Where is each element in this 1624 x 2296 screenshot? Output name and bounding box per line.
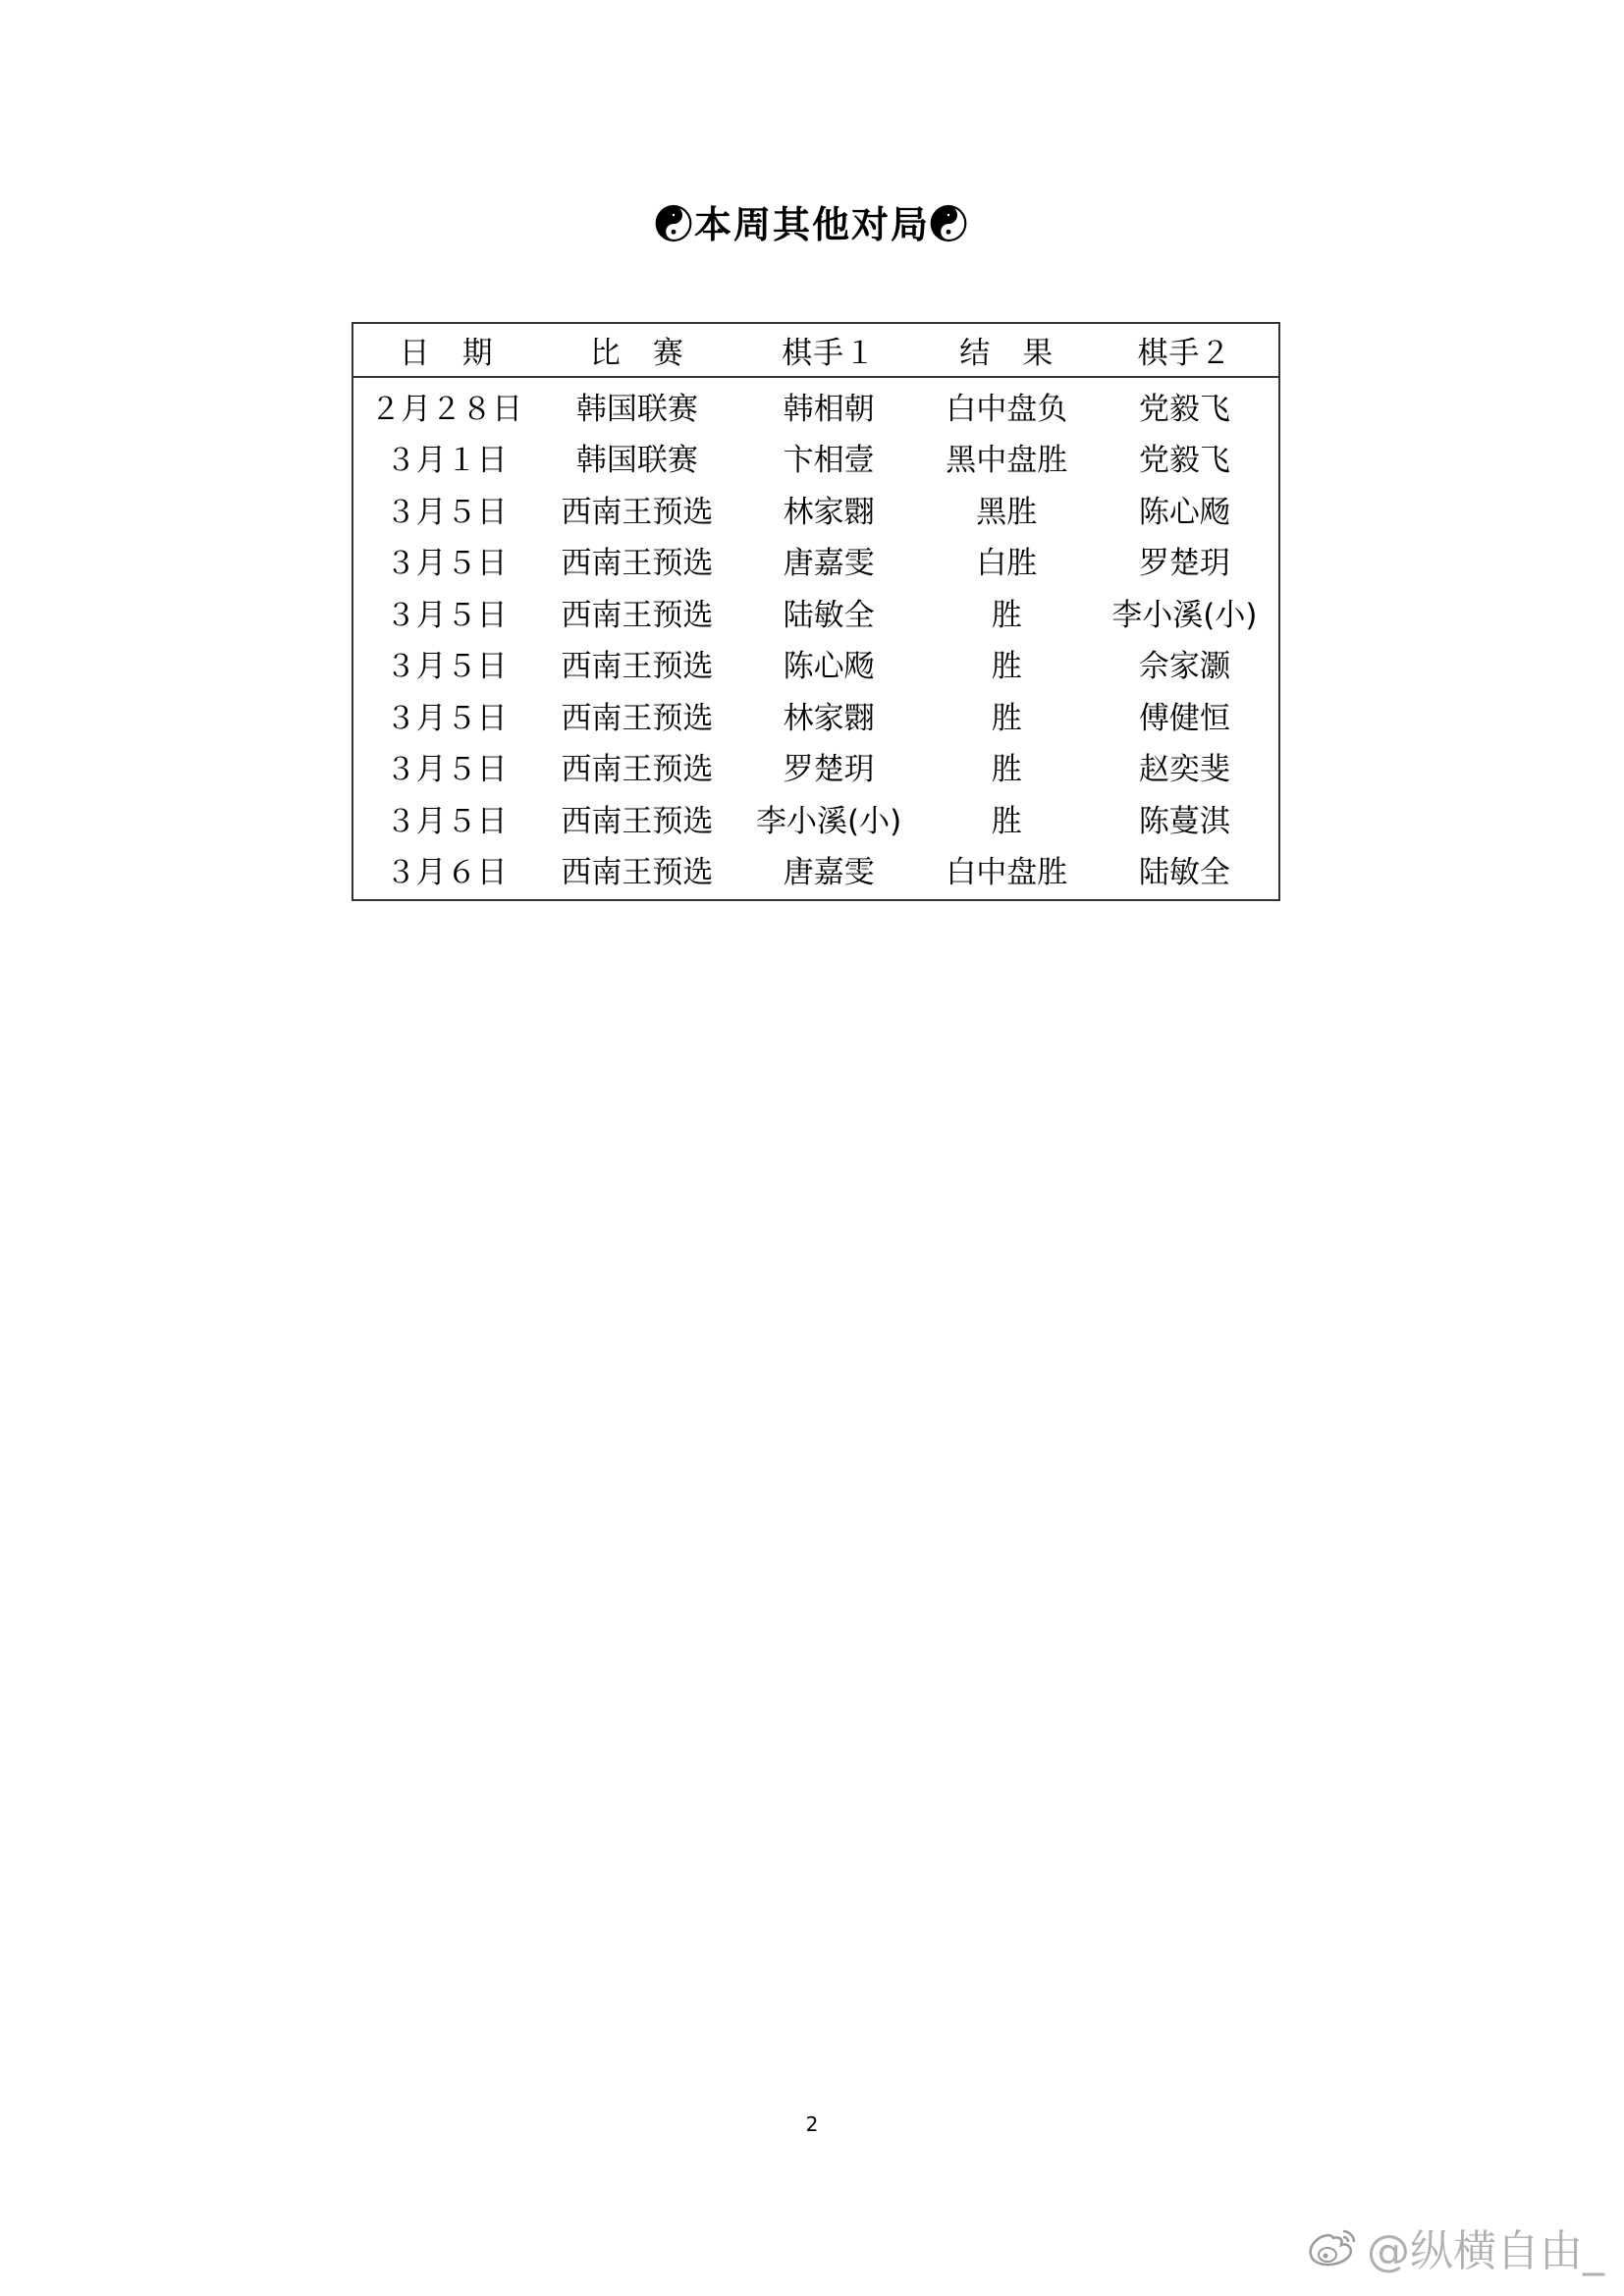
watermark-text: @纵横自由_ bbox=[1367, 2226, 1604, 2276]
cell-event: 西南王预选 bbox=[561, 649, 714, 685]
cell-event: 西南王预选 bbox=[561, 597, 714, 633]
table-row bbox=[352, 432, 1279, 484]
cell-player1: 卞相壹 bbox=[783, 443, 875, 479]
cell-player1: 韩相朝 bbox=[783, 391, 875, 427]
cell-date: ２月２８日 bbox=[370, 391, 523, 427]
cell-player2: 陆敏全 bbox=[1138, 855, 1230, 891]
cell-player2: 党毅飞 bbox=[1138, 391, 1230, 427]
table-row bbox=[352, 689, 1279, 741]
cell-player2: 佘家灏 bbox=[1138, 649, 1230, 685]
cell-player2: 傅健恒 bbox=[1138, 700, 1230, 736]
cell-date: ３月５日 bbox=[385, 597, 508, 633]
table-row bbox=[352, 483, 1279, 535]
table-row bbox=[352, 741, 1279, 793]
cell-event: 西南王预选 bbox=[561, 546, 714, 582]
cell-date: ３月５日 bbox=[385, 803, 508, 839]
page-number: 2 bbox=[805, 2112, 819, 2136]
header-player1: 棋手１ bbox=[735, 323, 923, 377]
cell-player2: 陈蔓淇 bbox=[1138, 803, 1230, 839]
cell-player2: 党毅飞 bbox=[1138, 443, 1230, 479]
cell-event: 韩国联赛 bbox=[575, 443, 698, 479]
cell-player1: 陈心飏 bbox=[783, 649, 875, 685]
cell-event: 西南王预选 bbox=[561, 700, 714, 736]
cell-player2: 赵奕斐 bbox=[1138, 752, 1230, 788]
cell-player1: 陆敏全 bbox=[783, 597, 875, 633]
cell-date: ３月１日 bbox=[385, 443, 508, 479]
cell-player2: 李小溪(小) bbox=[1111, 597, 1258, 633]
page-title: ☯本周其他对局☯ bbox=[654, 202, 969, 246]
cell-result: 胜 bbox=[991, 700, 1022, 736]
cell-result: 胜 bbox=[991, 752, 1022, 788]
cell-date: ３月５日 bbox=[385, 649, 508, 685]
cell-date: ３月５日 bbox=[385, 546, 508, 582]
cell-player1: 林家翾 bbox=[783, 494, 875, 530]
cell-player1: 李小溪(小) bbox=[755, 803, 902, 839]
cell-result: 胜 bbox=[991, 597, 1022, 633]
cell-result: 白胜 bbox=[976, 546, 1038, 582]
cell-date: ３月６日 bbox=[385, 855, 508, 891]
cell-result: 黑胜 bbox=[976, 494, 1038, 530]
header-date: 日 期 bbox=[352, 323, 539, 377]
cell-event: 西南王预选 bbox=[561, 855, 714, 891]
cell-player1: 唐嘉雯 bbox=[783, 546, 875, 582]
table-row bbox=[352, 377, 1279, 432]
table-header-row bbox=[352, 323, 1279, 377]
cell-result: 白中盘胜 bbox=[946, 855, 1068, 891]
cell-result: 黑中盘胜 bbox=[946, 443, 1068, 479]
cell-player1: 林家翾 bbox=[783, 700, 875, 736]
cell-result: 胜 bbox=[991, 803, 1022, 839]
cell-result: 白中盘负 bbox=[946, 391, 1068, 427]
header-event: 比 赛 bbox=[539, 323, 734, 377]
cell-event: 西南王预选 bbox=[561, 803, 714, 839]
table-row bbox=[352, 586, 1279, 638]
cell-result: 胜 bbox=[991, 649, 1022, 685]
cell-player2: 罗楚玥 bbox=[1138, 546, 1230, 582]
table-row bbox=[352, 792, 1279, 844]
header-result: 结 果 bbox=[923, 323, 1091, 377]
cell-player2: 陈心飏 bbox=[1138, 494, 1230, 530]
cell-player1: 唐嘉雯 bbox=[783, 855, 875, 891]
cell-date: ３月５日 bbox=[385, 700, 508, 736]
table-row bbox=[352, 844, 1279, 901]
cell-event: 西南王预选 bbox=[561, 752, 714, 788]
watermark bbox=[1306, 2216, 1604, 2278]
table-row bbox=[352, 535, 1279, 587]
weibo-icon bbox=[1306, 2225, 1359, 2269]
cell-event: 韩国联赛 bbox=[575, 391, 698, 427]
cell-event: 西南王预选 bbox=[561, 494, 714, 530]
header-player2: 棋手２ bbox=[1091, 323, 1279, 377]
cell-date: ３月５日 bbox=[385, 752, 508, 788]
cell-date: ３月５日 bbox=[385, 494, 508, 530]
cell-player1: 罗楚玥 bbox=[783, 752, 875, 788]
games-table bbox=[352, 322, 1280, 901]
table-row bbox=[352, 638, 1279, 690]
